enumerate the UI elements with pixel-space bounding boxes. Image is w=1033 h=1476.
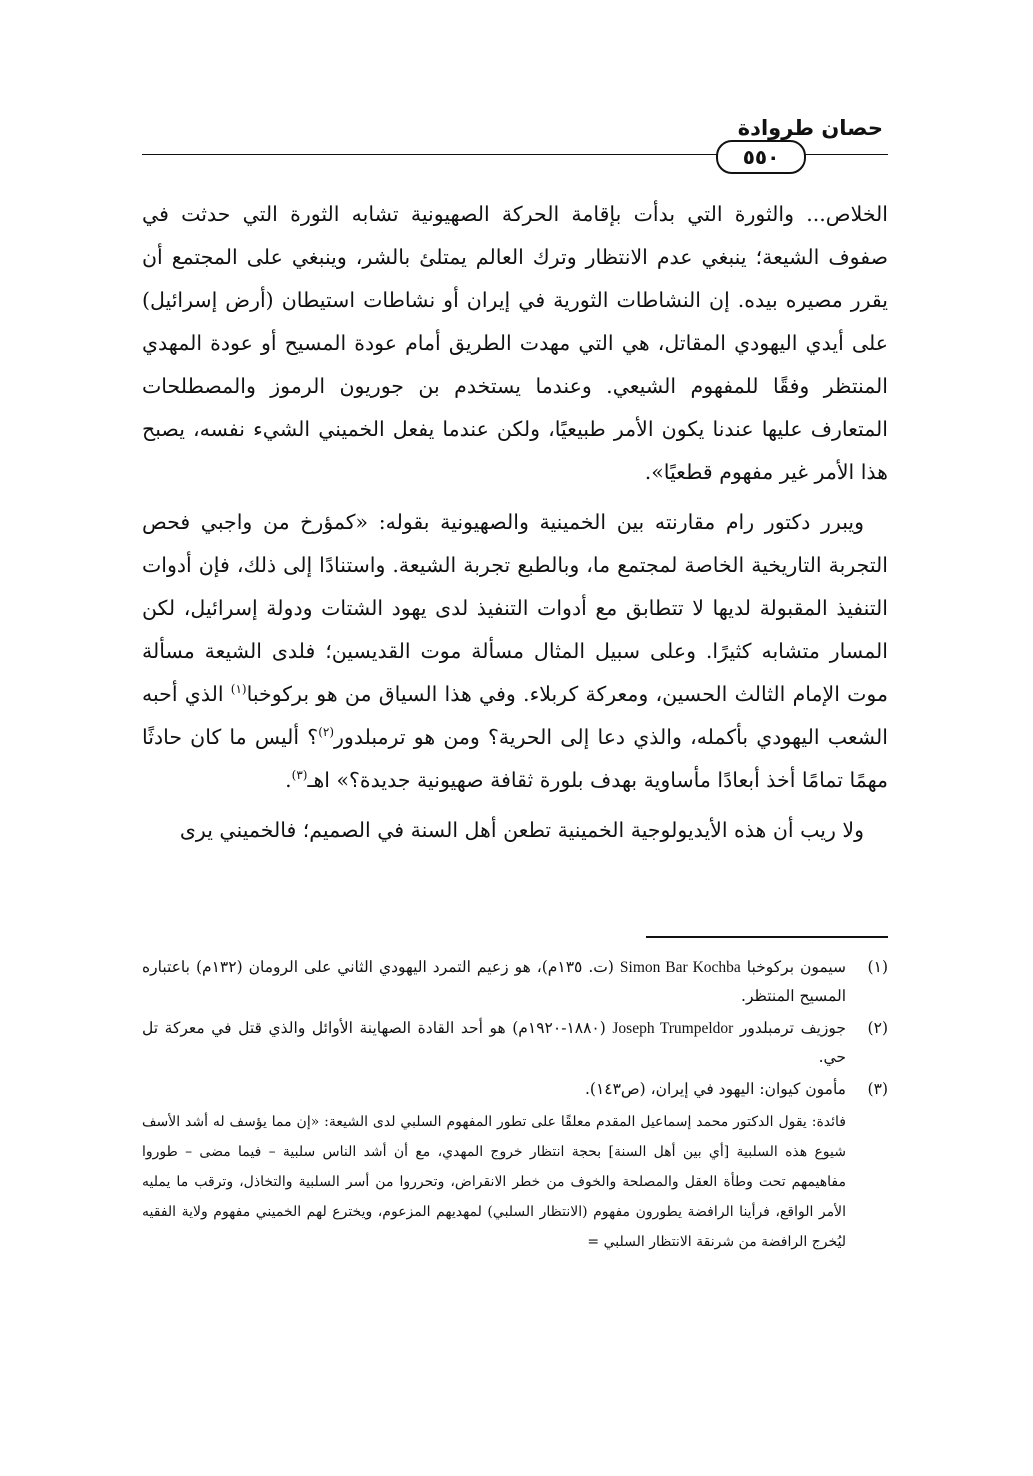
- footnote-1: [142, 953, 888, 1011]
- page-number-badge: ٥٥٠: [716, 140, 806, 174]
- benefit-note: فائدة: يقول الدكتور محمد إسماعيل المقدم معلقًا على تطور المفهوم السلبي لدى الشيعة: «إن مما يؤسف له أشد الأسف شيوع هذه السلبية [أي بين أهل السنة] بحجة انتظار خروج المهدي، مع أن أشد الناس سلبية – فيما مضى – طوروا مفاهيمهم تحت وطأة العقل والمصلحة والخوف من خطر الانقراض، وتحرروا من أسر السلبية والتخاذل، وترقب ما يمليه الأمر الواقع، فرأينا الرافضة يطورون مفهوم (الانتظار السلبي) لمهديهم المزعوم، ويخترع لهم الخميني مفهوم ولاية الفقيه ليُخرج الرافضة من شرنقة الانتظار السلبي =: [142, 1114, 846, 1250]
- paragraph-2-end: .: [285, 768, 292, 792]
- footnotes: [142, 953, 888, 1257]
- paragraph-3: ولا ريب أن هذه الأيديولوجية الخمينية تطعن أهل السنة في الصميم؛ فالخميني يرى: [179, 818, 864, 842]
- paragraph-2-part-a: ويبرر دكتور رام مقارنته بين الخمينية والصهيونية بقوله: «كمؤرخ من واجبي فحص التجربة التاريخية الخاصة لمجتمع ما، وبالطبع تجربة الشيعة. واستنادًا إلى ذلك، فإن أدوات التنفيذ المقبولة لديها لا تتطابق مع أدوات التنفيذ لدى يهود الشتات ودولة إسرائيل، لكن المسار متشابه كثيرًا. وعلى سبيل المثال مسألة موت القديسين؛ فلدى الشيعة مسألة موت الإمام الثالث الحسين، ومعركة كربلاء. وفي هذا السياق من هو بركوخبا: [142, 510, 888, 706]
- main-text: [142, 193, 888, 859]
- footnote-text-pre: جوزيف ترمبلدور: [733, 1019, 846, 1037]
- footnote-text-post: (ت. ١٣٥م)، هو زعيم التمرد اليهودي الثاني على الرومان (١٣٢م) باعتباره المسيح المنتظر.: [142, 958, 846, 1005]
- footnote-ref-3[interactable]: (٣): [291, 768, 308, 783]
- footnote-text: مأمون كيوان: اليهود في إيران، (ص١٤٣).: [584, 1080, 846, 1098]
- footnote-text: [142, 953, 846, 1011]
- footnote-latin-name: Simon Bar Kochba: [619, 959, 741, 976]
- footnote-number: (٢): [867, 1019, 888, 1037]
- footnote-separator: [646, 936, 888, 938]
- footnote-3: [142, 1075, 888, 1104]
- paragraph-2: [142, 501, 888, 802]
- footnote-2: [142, 1014, 888, 1072]
- paragraph-2-part-c: ؟ أليس ما كان حادثًا مهمًا تمامًا أخذ أبعادًا مأساوية بهدف بلورة ثقافة صهيونية جديدة؟» اهـ: [142, 725, 888, 792]
- paragraph-2-part-b: الذي أحبه الشعب اليهودي بأكمله، والذي دعا إلى الحرية؟ ومن هو ترمبلدور: [142, 682, 888, 749]
- running-head-title: حصان طروادة: [737, 116, 883, 140]
- footnote-text: [142, 1014, 846, 1072]
- footnote-latin-name: Joseph Trumpeldor: [612, 1020, 734, 1037]
- footnote-ref-2[interactable]: (٢): [318, 725, 335, 740]
- paragraph-1: الخلاص... والثورة التي بدأت بإقامة الحركة الصهيونية تشابه الثورة التي حدثت في صفوف الشيعة؛ ينبغي عدم الانتظار وترك العالم يمتلئ بالشر، وينبغي على المجتمع أن يقرر مصيره بيده. إن النشاطات الثورية في إيران أو نشاطات استيطان (أرض إسرائيل) على أيدي اليهودي المقاتل، هي التي مهدت الطريق أمام عودة المسيح أو عودة المهدي المنتظر وفقًا للمفهوم الشيعي. وعندما يستخدم بن جوريون الرموز والمصطلحات المتعارف عليها عندنا يكون الأمر طبيعيًا، ولكن عندما يفعل الخميني الشيء نفسه، يصبح هذا الأمر غير مفهوم قطعيًا».: [142, 202, 888, 484]
- footnote-text-post: (١٨٨٠-١٩٢٠م) هو أحد القادة الصهاينة الأوائل والذي قتل في معركة تل حي.: [142, 1019, 846, 1066]
- footnote-number: (٣): [867, 1080, 888, 1098]
- footnote-ref-1[interactable]: (١): [230, 682, 247, 697]
- footnote-number: (١): [867, 958, 888, 976]
- footnote-text-pre: سيمون بركوخبا: [740, 958, 847, 976]
